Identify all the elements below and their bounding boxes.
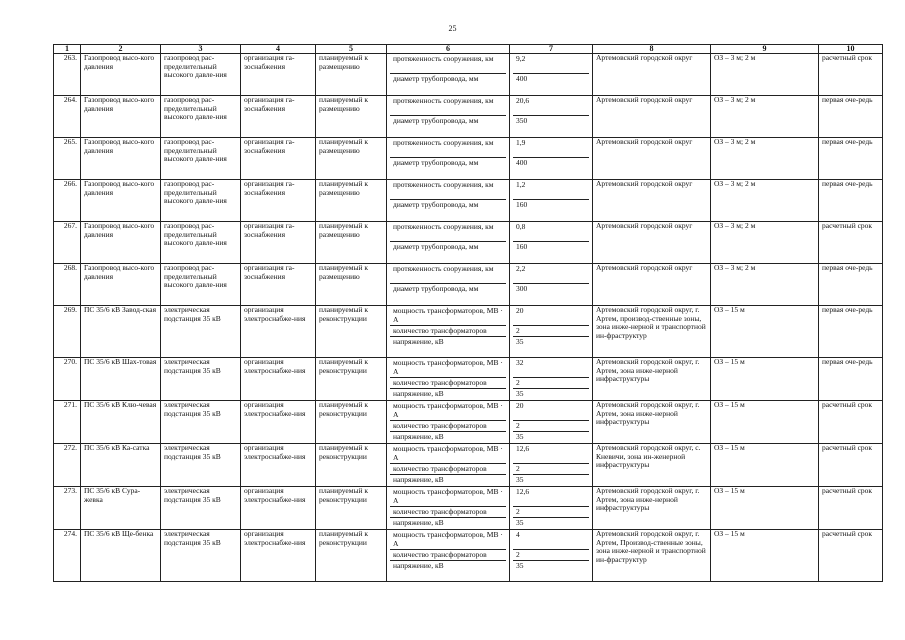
param-labels <box>387 180 510 222</box>
object-purpose: организация электроснабже-ния <box>241 306 316 358</box>
object-status: планируемый к размещению <box>316 180 387 222</box>
object-type: электрическая подстанция 35 кВ <box>161 487 241 530</box>
implementation-term: первая оче-редь <box>819 358 883 401</box>
page-number: 25 <box>448 24 457 33</box>
protection-zone: ОЗ – 15 м <box>711 444 819 487</box>
object-status: планируемый к размещению <box>316 138 387 180</box>
col-header: 5 <box>316 45 387 54</box>
param-label: количество трансформаторов <box>390 549 506 560</box>
object-status: планируемый к размещению <box>316 222 387 264</box>
implementation-term: расчетный срок <box>819 222 883 264</box>
implementation-term: первая оче-редь <box>819 180 883 222</box>
param-value: 0,8 <box>516 222 526 231</box>
col-header: 6 <box>387 45 510 54</box>
param-label: напряжение, кВ <box>390 474 506 485</box>
table-row <box>54 444 883 487</box>
param-labels <box>387 222 510 264</box>
object-location: Артемовский городской округ <box>593 54 711 96</box>
object-purpose: организация га-зоснабжения <box>241 138 316 180</box>
param-values <box>510 306 593 358</box>
param-value: 350 <box>513 115 589 126</box>
implementation-term: первая оче-редь <box>819 306 883 358</box>
param-label: количество трансформаторов <box>390 420 506 431</box>
protection-zone: ОЗ – 3 м; 2 м <box>711 54 819 96</box>
param-value: 20,6 <box>516 96 530 105</box>
param-labels <box>387 264 510 306</box>
param-value: 12,6 <box>516 444 530 453</box>
object-name: ПС 35/6 кВ Ще-бенка <box>81 530 161 582</box>
param-label: мощность трансформаторов, МВ · А <box>393 358 503 376</box>
col-header: 2 <box>81 45 161 54</box>
param-label: количество трансформаторов <box>390 377 506 388</box>
implementation-term: расчетный срок <box>819 54 883 96</box>
col-header: 1 <box>54 45 81 54</box>
table-row <box>54 222 883 264</box>
table-row <box>54 54 883 96</box>
param-values <box>510 530 593 582</box>
param-values <box>510 444 593 487</box>
row-number: 269. <box>54 306 81 358</box>
table-row <box>54 180 883 222</box>
implementation-term: первая оче-редь <box>819 96 883 138</box>
param-value: 2 <box>513 325 589 336</box>
object-name: ПС 35/6 кВ Шах-товая <box>81 358 161 401</box>
param-label: мощность трансформаторов, МВ · А <box>393 530 503 548</box>
object-status: планируемый к размещению <box>316 96 387 138</box>
row-number: 271. <box>54 401 81 444</box>
table-row <box>54 530 883 582</box>
param-value: 2 <box>513 506 589 517</box>
object-purpose: организация электроснабже-ния <box>241 530 316 582</box>
implementation-term: расчетный срок <box>819 530 883 582</box>
param-label: диаметр трубопровода, мм <box>390 283 506 294</box>
protection-zone: ОЗ – 15 м <box>711 306 819 358</box>
object-status: планируемый к реконструкции <box>316 358 387 401</box>
param-value: 2 <box>513 549 589 560</box>
protection-zone: ОЗ – 15 м <box>711 487 819 530</box>
param-values <box>510 96 593 138</box>
row-number: 274. <box>54 530 81 582</box>
param-labels <box>387 306 510 358</box>
param-value: 1,9 <box>516 138 526 147</box>
object-purpose: организация электроснабже-ния <box>241 487 316 530</box>
implementation-term: первая оче-редь <box>819 138 883 180</box>
param-values <box>510 138 593 180</box>
object-status: планируемый к реконструкции <box>316 306 387 358</box>
object-purpose: организация электроснабже-ния <box>241 358 316 401</box>
object-location: Артемовский городской округ <box>593 222 711 264</box>
param-value: 2 <box>513 463 589 474</box>
param-values <box>510 264 593 306</box>
param-label: диаметр трубопровода, мм <box>390 157 506 168</box>
protection-zone: ОЗ – 3 м; 2 м <box>711 222 819 264</box>
table-row <box>54 138 883 180</box>
object-location: Артемовский городской округ, г. Артем, производ-ственные зоны, зона инже-нерной и транспортной ин-фраструктур <box>593 306 711 358</box>
param-value: 2 <box>513 377 589 388</box>
param-label: напряжение, кВ <box>390 388 506 399</box>
object-status: планируемый к размещению <box>316 54 387 96</box>
param-labels <box>387 530 510 582</box>
object-type: электрическая подстанция 35 кВ <box>161 306 241 358</box>
param-values <box>510 401 593 444</box>
param-labels <box>387 444 510 487</box>
row-number: 270. <box>54 358 81 401</box>
param-value: 1,2 <box>516 180 526 189</box>
object-type: газопровод рас-пределительный высокого давле-ния <box>161 222 241 264</box>
table-row <box>54 487 883 530</box>
param-label: напряжение, кВ <box>390 517 506 528</box>
param-label: мощность трансформаторов, МВ · А <box>393 444 503 462</box>
param-values <box>510 487 593 530</box>
col-header: 9 <box>711 45 819 54</box>
param-values <box>510 358 593 401</box>
param-value: 20 <box>516 401 524 410</box>
param-values <box>510 222 593 264</box>
row-number: 273. <box>54 487 81 530</box>
param-labels <box>387 54 510 96</box>
object-location: Артемовский городской округ <box>593 138 711 180</box>
param-label: количество трансформаторов <box>390 506 506 517</box>
protection-zone: ОЗ – 3 м; 2 м <box>711 264 819 306</box>
object-name: Газопровод высо-кого давления <box>81 54 161 96</box>
object-type: газопровод рас-пределительный высокого давле-ния <box>161 180 241 222</box>
object-purpose: организация электроснабже-ния <box>241 401 316 444</box>
table-row <box>54 401 883 444</box>
param-values <box>510 180 593 222</box>
param-label: количество трансформаторов <box>390 463 506 474</box>
col-header: 4 <box>241 45 316 54</box>
object-purpose: организация га-зоснабжения <box>241 54 316 96</box>
param-label: мощность трансформаторов, МВ · А <box>393 306 503 324</box>
col-header: 3 <box>161 45 241 54</box>
param-value: 160 <box>513 199 589 210</box>
object-location: Артемовский городской округ, г. Артем, зона инже-нерной инфраструктуры <box>593 358 711 401</box>
implementation-term: расчетный срок <box>819 401 883 444</box>
object-status: планируемый к реконструкции <box>316 444 387 487</box>
param-value: 2,2 <box>516 264 526 273</box>
row-number: 267. <box>54 222 81 264</box>
object-name: ПС 35/6 кВ Завод-ская <box>81 306 161 358</box>
object-status: планируемый к реконструкции <box>316 487 387 530</box>
object-status: планируемый к реконструкции <box>316 401 387 444</box>
protection-zone: ОЗ – 3 м; 2 м <box>711 180 819 222</box>
param-labels <box>387 358 510 401</box>
protection-zone: ОЗ – 15 м <box>711 530 819 582</box>
param-value: 35 <box>513 560 589 571</box>
param-label: протяженность сооружения, км <box>393 180 494 189</box>
param-value: 35 <box>513 517 589 528</box>
register-table <box>53 44 883 582</box>
protection-zone: ОЗ – 3 м; 2 м <box>711 96 819 138</box>
implementation-term: расчетный срок <box>819 444 883 487</box>
protection-zone: ОЗ – 15 м <box>711 358 819 401</box>
param-values <box>510 54 593 96</box>
table-row <box>54 96 883 138</box>
row-number: 264. <box>54 96 81 138</box>
param-label: напряжение, кВ <box>390 431 506 442</box>
object-location: Артемовский городской округ, с. Кневичи, зона ин-женерной инфраструктуры <box>593 444 711 487</box>
object-type: электрическая подстанция 35 кВ <box>161 530 241 582</box>
param-label: протяженность сооружения, км <box>393 264 494 273</box>
object-status: планируемый к размещению <box>316 264 387 306</box>
object-name: Газопровод высо-кого давления <box>81 96 161 138</box>
object-name: Газопровод высо-кого давления <box>81 180 161 222</box>
table-row <box>54 358 883 401</box>
param-value: 12,6 <box>516 487 530 496</box>
object-type: электрическая подстанция 35 кВ <box>161 401 241 444</box>
object-type: электрическая подстанция 35 кВ <box>161 358 241 401</box>
object-status: планируемый к реконструкции <box>316 530 387 582</box>
param-value: 400 <box>513 73 589 84</box>
object-purpose: организация га-зоснабжения <box>241 180 316 222</box>
param-value: 9,2 <box>516 54 526 63</box>
row-number: 266. <box>54 180 81 222</box>
param-value: 35 <box>513 474 589 485</box>
param-label: напряжение, кВ <box>390 336 506 347</box>
param-value: 4 <box>516 530 520 539</box>
row-number: 272. <box>54 444 81 487</box>
object-location: Артемовский городской округ, г. Артем, зона инже-нерной инфраструктуры <box>593 401 711 444</box>
object-type: газопровод рас-пределительный высокого давле-ния <box>161 264 241 306</box>
protection-zone: ОЗ – 15 м <box>711 401 819 444</box>
param-value: 160 <box>513 241 589 252</box>
param-label: протяженность сооружения, км <box>393 222 494 231</box>
object-purpose: организация га-зоснабжения <box>241 264 316 306</box>
param-label: количество трансформаторов <box>390 325 506 336</box>
param-labels <box>387 401 510 444</box>
param-labels <box>387 487 510 530</box>
param-label: протяженность сооружения, км <box>393 96 494 105</box>
table-row <box>54 306 883 358</box>
col-header: 8 <box>593 45 711 54</box>
object-name: Газопровод высо-кого давления <box>81 222 161 264</box>
param-label: напряжение, кВ <box>390 560 506 571</box>
param-value: 400 <box>513 157 589 168</box>
object-purpose: организация электроснабже-ния <box>241 444 316 487</box>
col-header: 10 <box>819 45 883 54</box>
object-name: ПС 35/6 кВ Ка-сатка <box>81 444 161 487</box>
object-location: Артемовский городской округ <box>593 180 711 222</box>
param-value: 20 <box>516 306 524 315</box>
object-name: ПС 35/6 кВ Клю-чевая <box>81 401 161 444</box>
param-value: 35 <box>513 336 589 347</box>
protection-zone: ОЗ – 3 м; 2 м <box>711 138 819 180</box>
object-purpose: организация га-зоснабжения <box>241 222 316 264</box>
row-number: 263. <box>54 54 81 96</box>
col-header: 7 <box>510 45 593 54</box>
object-type: газопровод рас-пределительный высокого давле-ния <box>161 54 241 96</box>
object-name: ПС 35/6 кВ Сура-жевка <box>81 487 161 530</box>
object-purpose: организация га-зоснабжения <box>241 96 316 138</box>
object-location: Артемовский городской округ <box>593 96 711 138</box>
implementation-term: расчетный срок <box>819 487 883 530</box>
object-name: Газопровод высо-кого давления <box>81 264 161 306</box>
param-label: мощность трансформаторов, МВ · А <box>393 487 503 505</box>
row-number: 265. <box>54 138 81 180</box>
object-type: электрическая подстанция 35 кВ <box>161 444 241 487</box>
object-type: газопровод рас-пределительный высокого давле-ния <box>161 96 241 138</box>
param-label: диаметр трубопровода, мм <box>390 115 506 126</box>
param-value: 35 <box>513 431 589 442</box>
object-location: Артемовский городской округ <box>593 264 711 306</box>
param-value: 300 <box>513 283 589 294</box>
param-value: 2 <box>513 420 589 431</box>
object-location: Артемовский городской округ, г. Артем, зона инже-нерной инфраструктуры <box>593 487 711 530</box>
implementation-term: первая оче-редь <box>819 264 883 306</box>
param-labels <box>387 96 510 138</box>
object-type: газопровод рас-пределительный высокого давле-ния <box>161 138 241 180</box>
object-location: Артемовский городской округ, г. Артем, Производ-ственные зоны, зона инже-нерной и транспортной ин-фраструктур <box>593 530 711 582</box>
param-label: протяженность сооружения, км <box>393 54 494 63</box>
table-row <box>54 264 883 306</box>
param-value: 32 <box>516 358 524 367</box>
param-label: диаметр трубопровода, мм <box>390 199 506 210</box>
object-name: Газопровод высо-кого давления <box>81 138 161 180</box>
param-label: протяженность сооружения, км <box>393 138 494 147</box>
row-number: 268. <box>54 264 81 306</box>
param-label: диаметр трубопровода, мм <box>390 73 506 84</box>
param-label: мощность трансформаторов, МВ · А <box>393 401 503 419</box>
header-row <box>54 45 883 54</box>
param-label: диаметр трубопровода, мм <box>390 241 506 252</box>
param-value: 35 <box>513 388 589 399</box>
param-labels <box>387 138 510 180</box>
